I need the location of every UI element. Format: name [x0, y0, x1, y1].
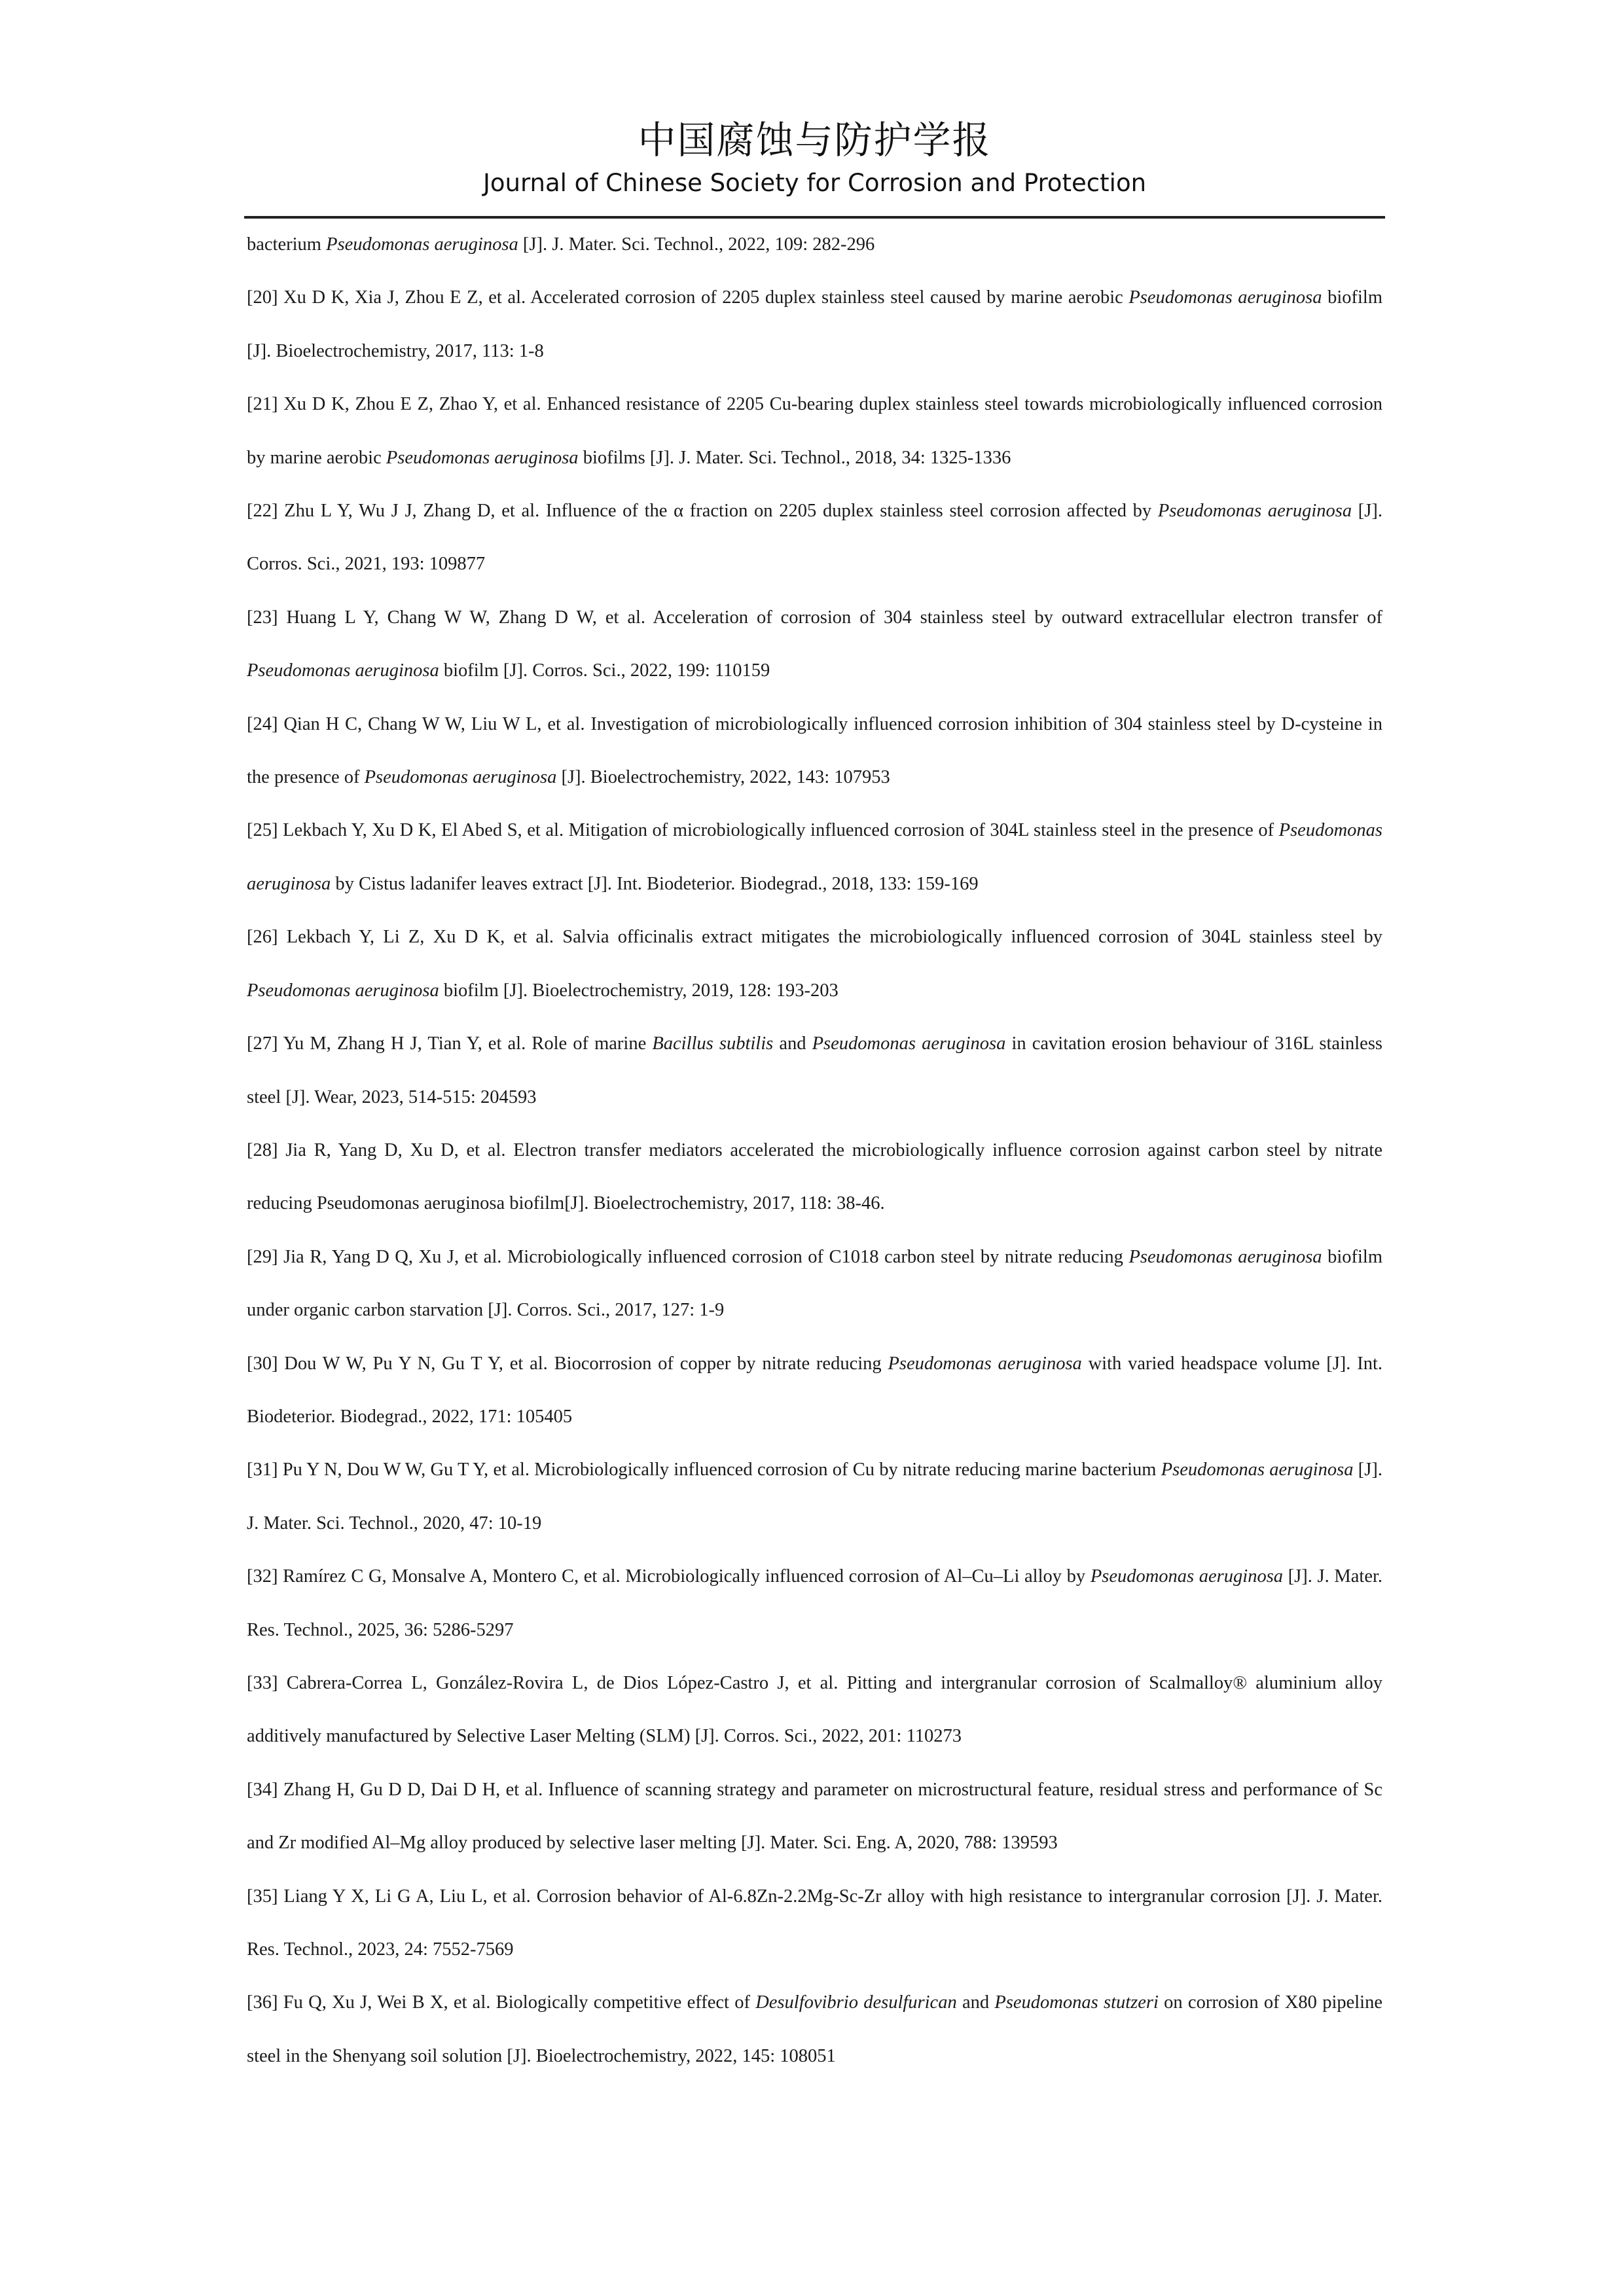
- reference-text: [20] Xu D K, Xia J, Zhou E Z, et al. Accelerated corrosion of 2205 duplex stainless steel caused by marine aerobic: [247, 287, 1129, 308]
- reference-item: [247, 1550, 1382, 1657]
- reference-text: biofilms [J]. J. Mater. Sci. Technol., 2018, 34: 1325-1336: [578, 447, 1011, 468]
- reference-text: [35] Liang Y X, Li G A, Liu L, et al. Corrosion behavior of Al-6.8Zn-2.2Mg-Sc-Zr alloy with high resistance to intergranular corrosion [J]. J. Mater. Res. Technol., 2023, 24: 7552-7569: [247, 1886, 1382, 1960]
- reference-item: [247, 698, 1382, 804]
- reference-text: [31] Pu Y N, Dou W W, Gu T Y, et al. Microbiologically influenced corrosion of Cu by nitrate reducing marine bacterium: [247, 1460, 1161, 1480]
- reference-text: [J]. Bioelectrochemistry, 2022, 143: 107953: [556, 767, 890, 788]
- reference-item: [247, 1337, 1382, 1444]
- reference-text: [22] Zhu L Y, Wu J J, Zhang D, et al. Influence of the α fraction on 2205 duplex stainless steel corrosion affected by: [247, 501, 1158, 522]
- reference-species-name: Pseudomonas aeruginosa: [326, 234, 518, 255]
- reference-text: biofilm [J]. Bioelectrochemistry, 2019, 128: 193-203: [439, 980, 839, 1001]
- reference-text: [24] Qian H C, Chang W W, Liu W L, et al. Investigation of microbiologically influenced corrosion inhibition of 304 stainless steel by D-cysteine in the presence of: [247, 713, 1382, 788]
- reference-text: [32] Ramírez C G, Monsalve A, Montero C, et al. Microbiologically influenced corrosion of Al–Cu–Li alloy by: [247, 1566, 1091, 1587]
- reference-text: and: [956, 1992, 995, 2013]
- reference-text: [23] Huang L Y, Chang W W, Zhang D W, et al. Acceleration of corrosion of 304 stainless steel by outward extracellular electron transfer of: [247, 607, 1382, 628]
- reference-item: [247, 1657, 1382, 1763]
- reference-item: [247, 1230, 1382, 1337]
- reference-species-name: Pseudomonas aeruginosa: [247, 980, 439, 1001]
- reference-item: [247, 1763, 1382, 1870]
- reference-item: [247, 1017, 1382, 1124]
- reference-text: on corrosion of X80 pipeline steel in the Shenyang soil solution [J]. Bioelectrochemistry, 2022, 145: 108051: [247, 1992, 1382, 2066]
- reference-item: [247, 910, 1382, 1017]
- reference-item: [247, 1870, 1382, 1977]
- reference-species-name: Pseudomonas aeruginosa: [386, 447, 579, 468]
- reference-text: bacterium: [247, 234, 327, 255]
- reference-item: [247, 591, 1382, 698]
- reference-species-name: Pseudomonas aeruginosa: [364, 767, 557, 788]
- reference-species-name: Pseudomonas aeruginosa: [247, 820, 1382, 894]
- reference-species-name: Pseudomonas stutzeri: [994, 1992, 1159, 2013]
- journal-title-english: Journal of Chinese Society for Corrosion and Protection: [482, 169, 1147, 197]
- reference-text: and: [773, 1033, 812, 1054]
- reference-item: [247, 1976, 1382, 2083]
- reference-species-name: Desulfovibrio desulfurican: [755, 1992, 957, 2013]
- reference-list: [247, 218, 1382, 2083]
- reference-item: [247, 1124, 1382, 1230]
- reference-text: [21] Xu D K, Zhou E Z, Zhao Y, et al. Enhanced resistance of 2205 Cu-bearing duplex stainless steel towards microbiologically influenced corrosion by marine aerobic: [247, 394, 1382, 468]
- reference-text: by Cistus ladanifer leaves extract [J]. Int. Biodeterior. Biodegrad., 2018, 133: 159-169: [331, 873, 979, 894]
- reference-species-name: Pseudomonas aeruginosa: [1128, 287, 1322, 308]
- reference-text: biofilm [J]. Corros. Sci., 2022, 199: 110159: [439, 660, 770, 681]
- reference-text: with varied headspace volume [J]. Int. Biodeterior. Biodegrad., 2022, 171: 105405: [247, 1353, 1383, 1427]
- reference-text: [25] Lekbach Y, Xu D K, El Abed S, et al. Mitigation of microbiologically influenced corrosion of 304L stainless steel in the presence of: [247, 820, 1279, 841]
- reference-species-name: Pseudomonas aeruginosa: [1157, 501, 1352, 522]
- reference-text: biofilm under organic carbon starvation [J]. Corros. Sci., 2017, 127: 1-9: [247, 1246, 1383, 1321]
- reference-text: [28] Jia R, Yang D, Xu D, et al. Electron transfer mediators accelerated the microbiologically influence corrosion against carbon steel by nitrate reducing Pseudomonas aeruginosa biofilm[J]. Bioelectrochemistry, 2017, 118: 38-46.: [247, 1139, 1382, 1214]
- reference-text: biofilm [J]. Bioelectrochemistry, 2017, 113: 1-8: [247, 287, 1382, 361]
- reference-species-name: Pseudomonas aeruginosa: [1090, 1566, 1284, 1587]
- reference-text: [29] Jia R, Yang D Q, Xu J, et al. Microbiologically influenced corrosion of C1018 carbon steel by nitrate reducing: [247, 1246, 1129, 1267]
- reference-item: [247, 378, 1382, 484]
- reference-text: [27] Yu M, Zhang H J, Tian Y, et al. Role of marine: [247, 1033, 653, 1054]
- reference-species-name: Pseudomonas aeruginosa: [1128, 1246, 1322, 1267]
- reference-species-name: Pseudomonas aeruginosa: [812, 1033, 1006, 1054]
- reference-text: in cavitation erosion behaviour of 316L stainless steel [J]. Wear, 2023, 514-515: 204593: [247, 1033, 1382, 1107]
- reference-species-name: Pseudomonas aeruginosa: [1161, 1460, 1354, 1480]
- reference-species-name: Bacillus subtilis: [652, 1033, 774, 1054]
- reference-text: [J]. J. Mater. Res. Technol., 2025, 36: 5286-5297: [247, 1566, 1383, 1640]
- reference-item: [247, 271, 1382, 378]
- reference-text: [33] Cabrera-Correa L, González-Rovira L, de Dios López-Castro J, et al. Pitting and intergranular corrosion of Scalmalloy® aluminium alloy additively manufactured by Selective Laser Melting (SLM) [J]. Corros. Sci., 2022, 201: 110273: [247, 1672, 1382, 1747]
- reference-text: [J]. J. Mater. Sci. Technol., 2022, 109: 282-296: [518, 234, 875, 255]
- reference-species-name: Pseudomonas aeruginosa: [247, 660, 439, 681]
- reference-text: [34] Zhang H, Gu D D, Dai D H, et al. Influence of scanning strategy and parameter on microstructural feature, residual stress and performance of Sc and Zr modified Al–Mg alloy produced by selective laser melting [J]. Mater. Sci. Eng. A, 2020, 788: 139593: [247, 1779, 1382, 1854]
- reference-item: [247, 1443, 1382, 1550]
- reference-text: [J]. J. Mater. Sci. Technol., 2020, 47: 10-19: [247, 1460, 1382, 1534]
- reference-species-name: Pseudomonas aeruginosa: [888, 1353, 1082, 1374]
- reference-text: [30] Dou W W, Pu Y N, Gu T Y, et al. Biocorrosion of copper by nitrate reducing: [247, 1353, 888, 1374]
- reference-item: [247, 804, 1382, 910]
- journal-header: [244, 117, 1385, 219]
- reference-text: [26] Lekbach Y, Li Z, Xu D K, et al. Salvia officinalis extract mitigates the microbiologically influenced corrosion of 304L stainless steel by: [247, 927, 1382, 948]
- reference-text: [J]. Corros. Sci., 2021, 193: 109877: [247, 501, 1382, 575]
- reference-text: [36] Fu Q, Xu J, Wei B X, et al. Biologically competitive effect of: [247, 1992, 756, 2013]
- reference-item: [247, 218, 1382, 271]
- reference-item: [247, 484, 1382, 591]
- journal-title-chinese: 中国腐蚀与防护学报: [638, 118, 992, 162]
